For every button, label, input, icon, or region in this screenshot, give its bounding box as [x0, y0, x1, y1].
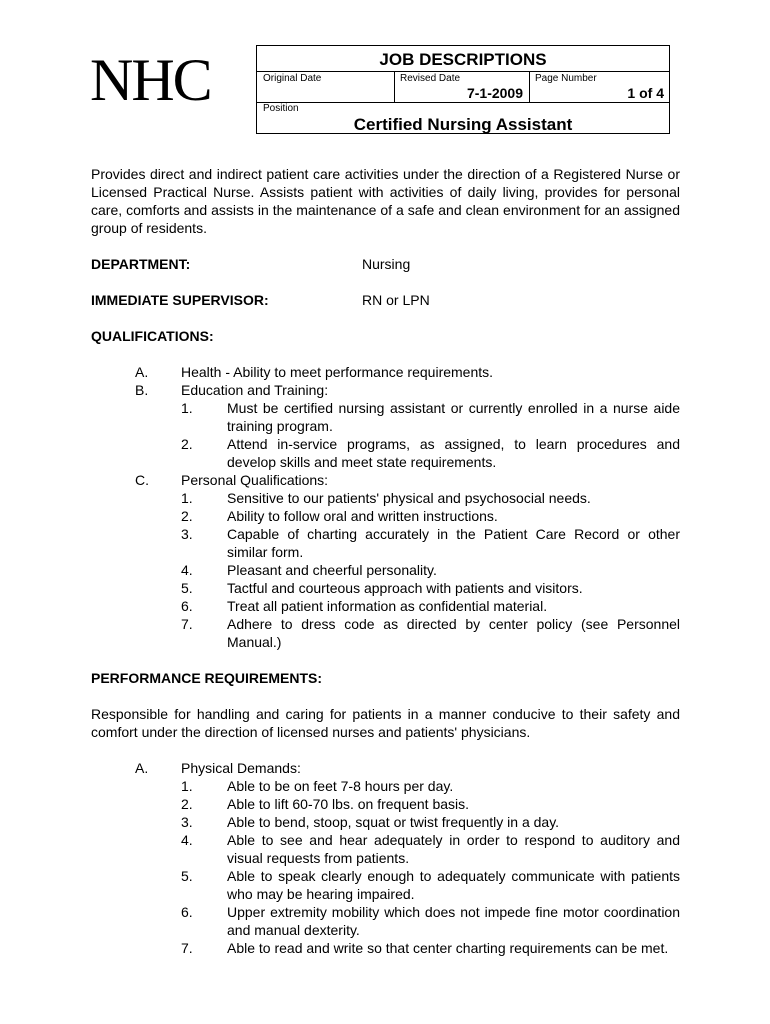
list-number: 5.	[181, 868, 193, 884]
department-label: DEPARTMENT:	[91, 256, 191, 272]
list-text: Able to bend, stoop, squat or twist frequently in a day.	[227, 814, 560, 830]
list-text: Able to read and write so that center charting requirements can be met.	[227, 940, 669, 956]
department-value: Nursing	[362, 256, 411, 272]
revised-date-label: Revised Date	[400, 73, 461, 84]
list-number: 2.	[181, 796, 193, 812]
qualification-item	[91, 381, 680, 399]
list-number: 3.	[181, 526, 193, 542]
sub-list-item	[91, 813, 680, 831]
sub-list-item	[91, 795, 680, 813]
list-text: Health - Ability to meet performance requirements.	[181, 364, 494, 380]
original-date-label: Original Date	[263, 73, 322, 84]
list-number: 1.	[181, 400, 193, 416]
document-body	[91, 165, 704, 957]
department-row	[91, 255, 680, 273]
performance-intro: Responsible for handling and caring for patients in a manner conducive to their safety and comfort under the direction of licensed nurses and patients' physicians.	[91, 706, 680, 740]
job-summary: Provides direct and indirect patient care activities under the direction of a Registered Nurse or Licensed Practical Nurse. Assists patient with activities of daily living, provides for personal care, comforts and assists in the maintenance of a safe and clean environment for an assigned group of residents.	[91, 166, 680, 236]
list-text: Adhere to dress code as directed by center policy (see Personnel Manual.)	[227, 616, 680, 650]
qualifications-heading: QUALIFICATIONS:	[91, 328, 214, 344]
list-number: 1.	[181, 778, 193, 794]
list-number: 3.	[181, 814, 193, 830]
sub-list-item	[91, 525, 680, 561]
sub-list-item	[91, 867, 704, 903]
list-number: 2.	[181, 436, 193, 452]
supervisor-row	[91, 291, 680, 309]
revised-date-cell	[394, 72, 530, 102]
list-text: Upper extremity mobility which does not impede fine motor coordination and manual dexterity.	[227, 904, 692, 938]
list-marker: A.	[135, 364, 149, 380]
sub-list-item	[91, 903, 692, 939]
list-number: 4.	[181, 832, 193, 848]
list-text: Physical Demands:	[181, 760, 301, 776]
page-number-value: 1 of 4	[627, 85, 664, 101]
sub-list-item	[91, 507, 680, 525]
page-number-cell	[529, 72, 670, 102]
list-text: Able to lift 60-70 lbs. on frequent basis.	[227, 796, 470, 812]
page-number-label: Page Number	[535, 73, 597, 84]
list-text: Must be certified nursing assistant or currently enrolled in a nurse aide training program.	[227, 400, 680, 434]
qualification-item	[91, 363, 680, 381]
sub-list-item	[91, 561, 680, 579]
original-date-cell	[257, 72, 395, 102]
list-marker: B.	[135, 382, 149, 398]
list-marker: C.	[135, 472, 149, 488]
header-date-row	[257, 71, 669, 103]
sub-list-item	[91, 399, 680, 435]
sub-list-item	[91, 579, 680, 597]
list-text: Able to see and hear adequately in order to respond to auditory and visual requests from patients.	[227, 832, 680, 866]
list-number: 7.	[181, 616, 193, 632]
list-text: Education and Training:	[181, 382, 329, 398]
list-number: 6.	[181, 598, 193, 614]
list-text: Tactful and courteous approach with patients and visitors.	[227, 580, 583, 596]
supervisor-value: RN or LPN	[362, 292, 430, 308]
list-number: 1.	[181, 490, 193, 506]
list-text: Able to be on feet 7-8 hours per day.	[227, 778, 454, 794]
list-text: Capable of charting accurately in the Patient Care Record or other similar form.	[227, 526, 680, 560]
list-marker: A.	[135, 760, 149, 776]
sub-list-item	[91, 939, 680, 957]
sub-list-item	[91, 777, 680, 795]
list-text: Attend in-service programs, as assigned, to learn procedures and develop skills and meet state requirements.	[227, 436, 680, 470]
list-text: Able to speak clearly enough to adequately communicate with patients who may be hearing impaired.	[227, 868, 704, 902]
sub-list-item	[91, 489, 680, 507]
list-number: 5.	[181, 580, 193, 596]
revised-date-value: 7-1-2009	[466, 85, 523, 101]
list-number: 2.	[181, 508, 193, 524]
list-number: 6.	[181, 904, 193, 920]
list-text: Ability to follow oral and written instructions.	[227, 508, 498, 524]
list-text: Personal Qualifications:	[181, 472, 329, 488]
sub-list-item	[91, 615, 680, 651]
company-logo: NHC	[90, 47, 211, 113]
list-text: Pleasant and cheerful personality.	[227, 562, 437, 578]
sub-list-item	[91, 831, 680, 867]
document-title: JOB DESCRIPTIONS	[379, 50, 547, 69]
sub-list-item	[91, 435, 680, 471]
position-title: Certified Nursing Assistant	[353, 115, 573, 134]
qualification-item	[91, 471, 680, 489]
sub-list-item	[91, 597, 680, 615]
list-text: Sensitive to our patients' physical and psychosocial needs.	[227, 490, 591, 506]
list-text: Treat all patient information as confidential material.	[227, 598, 548, 614]
job-description-header	[256, 45, 670, 134]
list-number: 7.	[181, 940, 193, 956]
performance-heading: PERFORMANCE REQUIREMENTS:	[91, 670, 323, 686]
supervisor-label: IMMEDIATE SUPERVISOR:	[91, 292, 269, 308]
performance-item	[91, 759, 680, 777]
position-label: Position	[263, 103, 299, 114]
list-number: 4.	[181, 562, 193, 578]
